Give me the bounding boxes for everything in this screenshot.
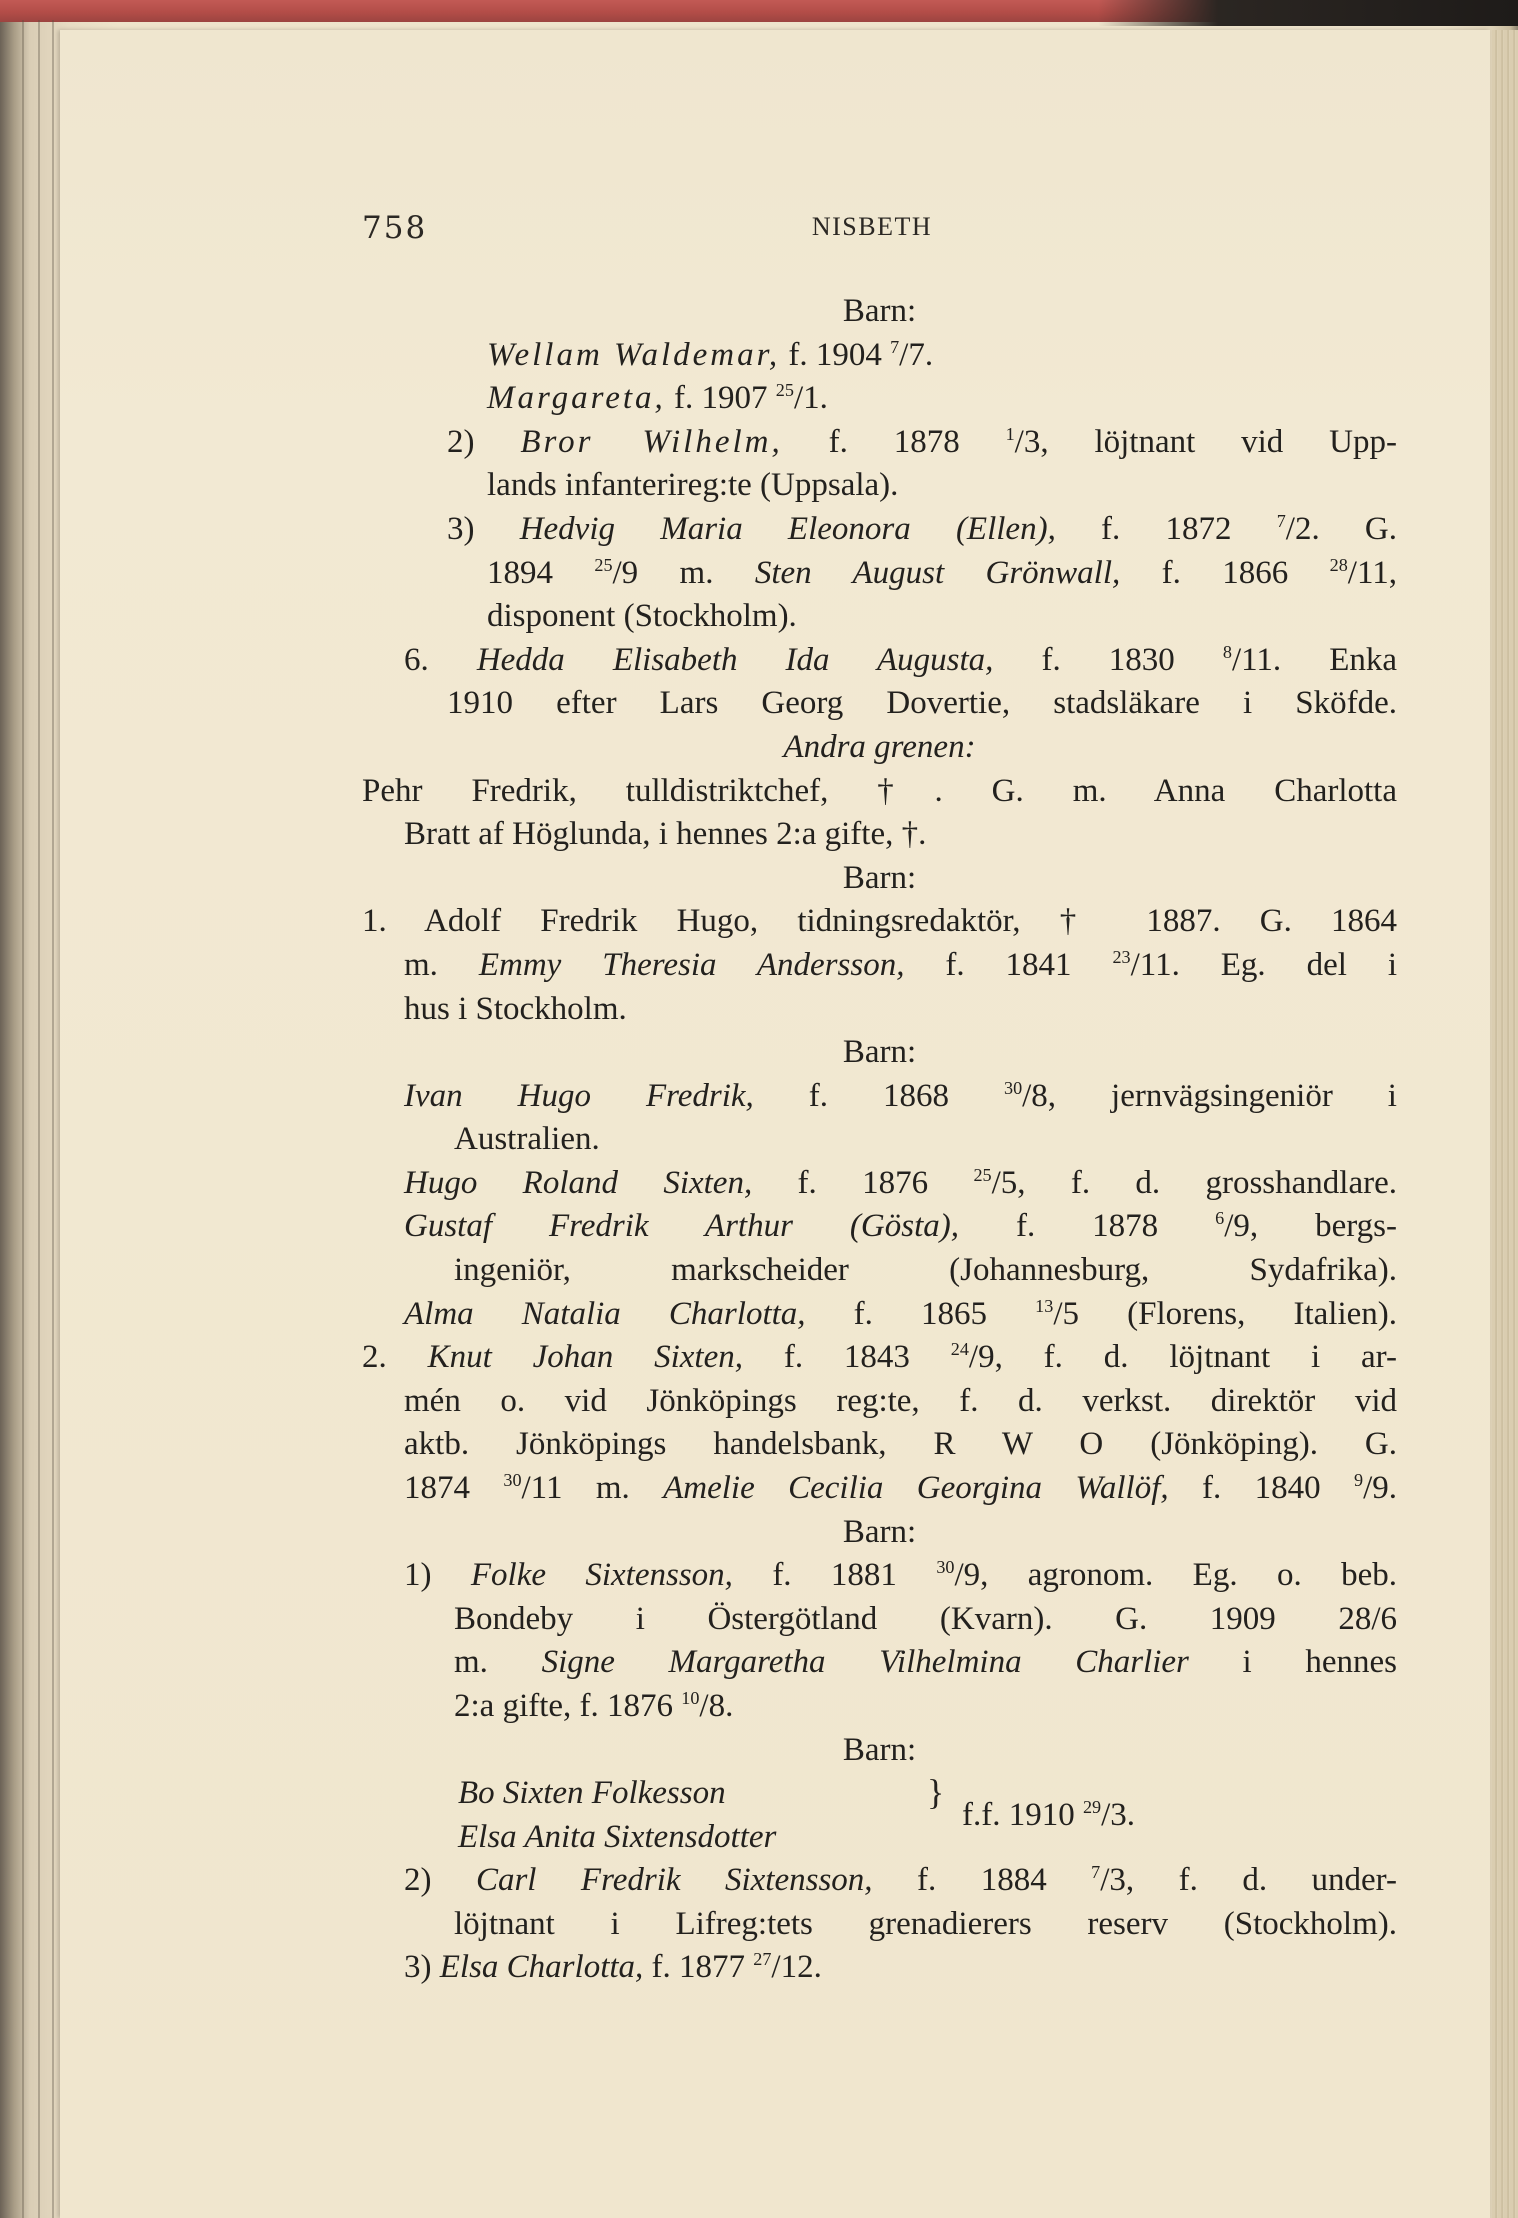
twin-birth-date: f.f. 1910 $^{29}$/3. [962,1797,1136,1834]
text-line: 1874 $^{30}$/11 m. Amelie Cecilia Georgina Wallöf, f. 1840 $^9$/9. [404,1470,1397,1507]
section-heading: Andra grenen: [783,728,976,765]
text-line: Wellam Waldemar, f. 1904 $^7$/7. [487,336,934,373]
page-number: 758 [362,210,428,246]
text-line: Pehr Fredrik, tulldistriktchef, †. G. m. Anna Charlotta [362,772,1397,809]
child-name: Bo Sixten Folkesson [458,1775,726,1812]
text-line: lands infanterireg:te (Uppsala). [487,467,899,504]
text-line: Australien. [454,1121,600,1158]
text-line: 3) Elsa Charlotta, f. 1877 $^{27}$/12. [404,1949,822,1986]
text-line: 2. Knut Johan Sixten, f. 1843 $^{24}$/9, f. d. löjtnant i ar- [362,1339,1397,1376]
brace: } [927,1772,945,1813]
section-heading: Barn: [842,859,917,896]
page-edge-line [22,20,24,2218]
text-line: Ivan Hugo Fredrik, f. 1868 $^{30}$/8, jernvägsingeniör i [404,1077,1397,1114]
section-heading: Barn: [842,1513,917,1550]
page-header [362,210,1382,250]
text-line: Margareta, f. 1907 $^{25}$/1. [487,380,828,417]
text-line: 2) Carl Fredrik Sixtensson, f. 1884 $^7$/3, f. d. under- [404,1862,1397,1899]
text-line: m. Emmy Theresia Andersson, f. 1841 $^{23}$/11. Eg. del i [404,946,1397,983]
text-line: 3) Hedvig Maria Eleonora (Ellen), f. 1872 $^7$/2. G. [447,510,1397,547]
running-head: NISBETH [811,212,933,241]
section-heading: Barn: [842,293,917,329]
text-line: 1) Folke Sixtensson, f. 1881 $^{30}$/9, agronom. Eg. o. beb. [404,1557,1397,1594]
twin-entry [362,1772,1397,1859]
text-line: löjtnant i Lifreg:tets grenadierers reserv (Stockholm). [454,1905,1397,1942]
text-line: Alma Natalia Charlotta, f. 1865 $^{13}$/5 (Florens, Italien). [404,1295,1397,1332]
text-line: Hugo Roland Sixten, f. 1876 $^{25}$/5, f. d. grosshandlare. [404,1164,1397,1201]
text-line: hus i Stockholm. [404,990,627,1027]
book-cover-shadow [1098,0,1518,26]
text-line: 2) Bror Wilhelm, f. 1878 $^1$/3, löjtnant vid Upp- [447,423,1397,460]
text-line: Gustaf Fredrik Arthur (Gösta), f. 1878 $^6$/9, bergs- [404,1208,1397,1245]
page-fore-edge [1492,30,1518,2218]
genealogy-text [362,290,1397,1990]
text-line: 1910 efter Lars Georg Dovertie, stadsläkare i Sköfde. [447,685,1397,722]
text-line: m. Signe Margaretha Vilhelmina Charlier i hennes [454,1644,1397,1681]
text-line: 6. Hedda Elisabeth Ida Augusta, f. 1830 $^8$/11. Enka [404,641,1397,678]
child-name: Elsa Anita Sixtensdotter [458,1818,777,1855]
page-edge-line [52,20,54,2218]
text-line: 1894 $^{25}$/9 m. Sten August Grönwall, f. 1866 $^{28}$/11, [487,554,1397,591]
section-heading: Barn: [842,1034,917,1071]
text-line: mén o. vid Jönköpings reg:te, f. d. verkst. direktör vid [404,1382,1397,1419]
section-heading: Barn: [842,1731,917,1768]
text-line: 1. Adolf Fredrik Hugo, tidningsredaktör, † 1887. G. 1864 [362,903,1397,940]
page-edge-line [38,20,40,2218]
text-line: ingeniör, markscheider (Johannesburg, Sydafrika). [454,1252,1397,1289]
text-line: 2:a gifte, f. 1876 $^{10}$/8. [454,1688,734,1724]
text-line: Bondeby i Östergötland (Kvarn). G. 1909 28/6 [454,1600,1397,1637]
text-line: disponent (Stockholm). [487,598,797,635]
text-line: aktb. Jönköpings handelsbank, R W O (Jönköping). G. [404,1426,1397,1463]
text-line: Bratt af Höglunda, i hennes 2:a gifte, †. [404,816,927,853]
